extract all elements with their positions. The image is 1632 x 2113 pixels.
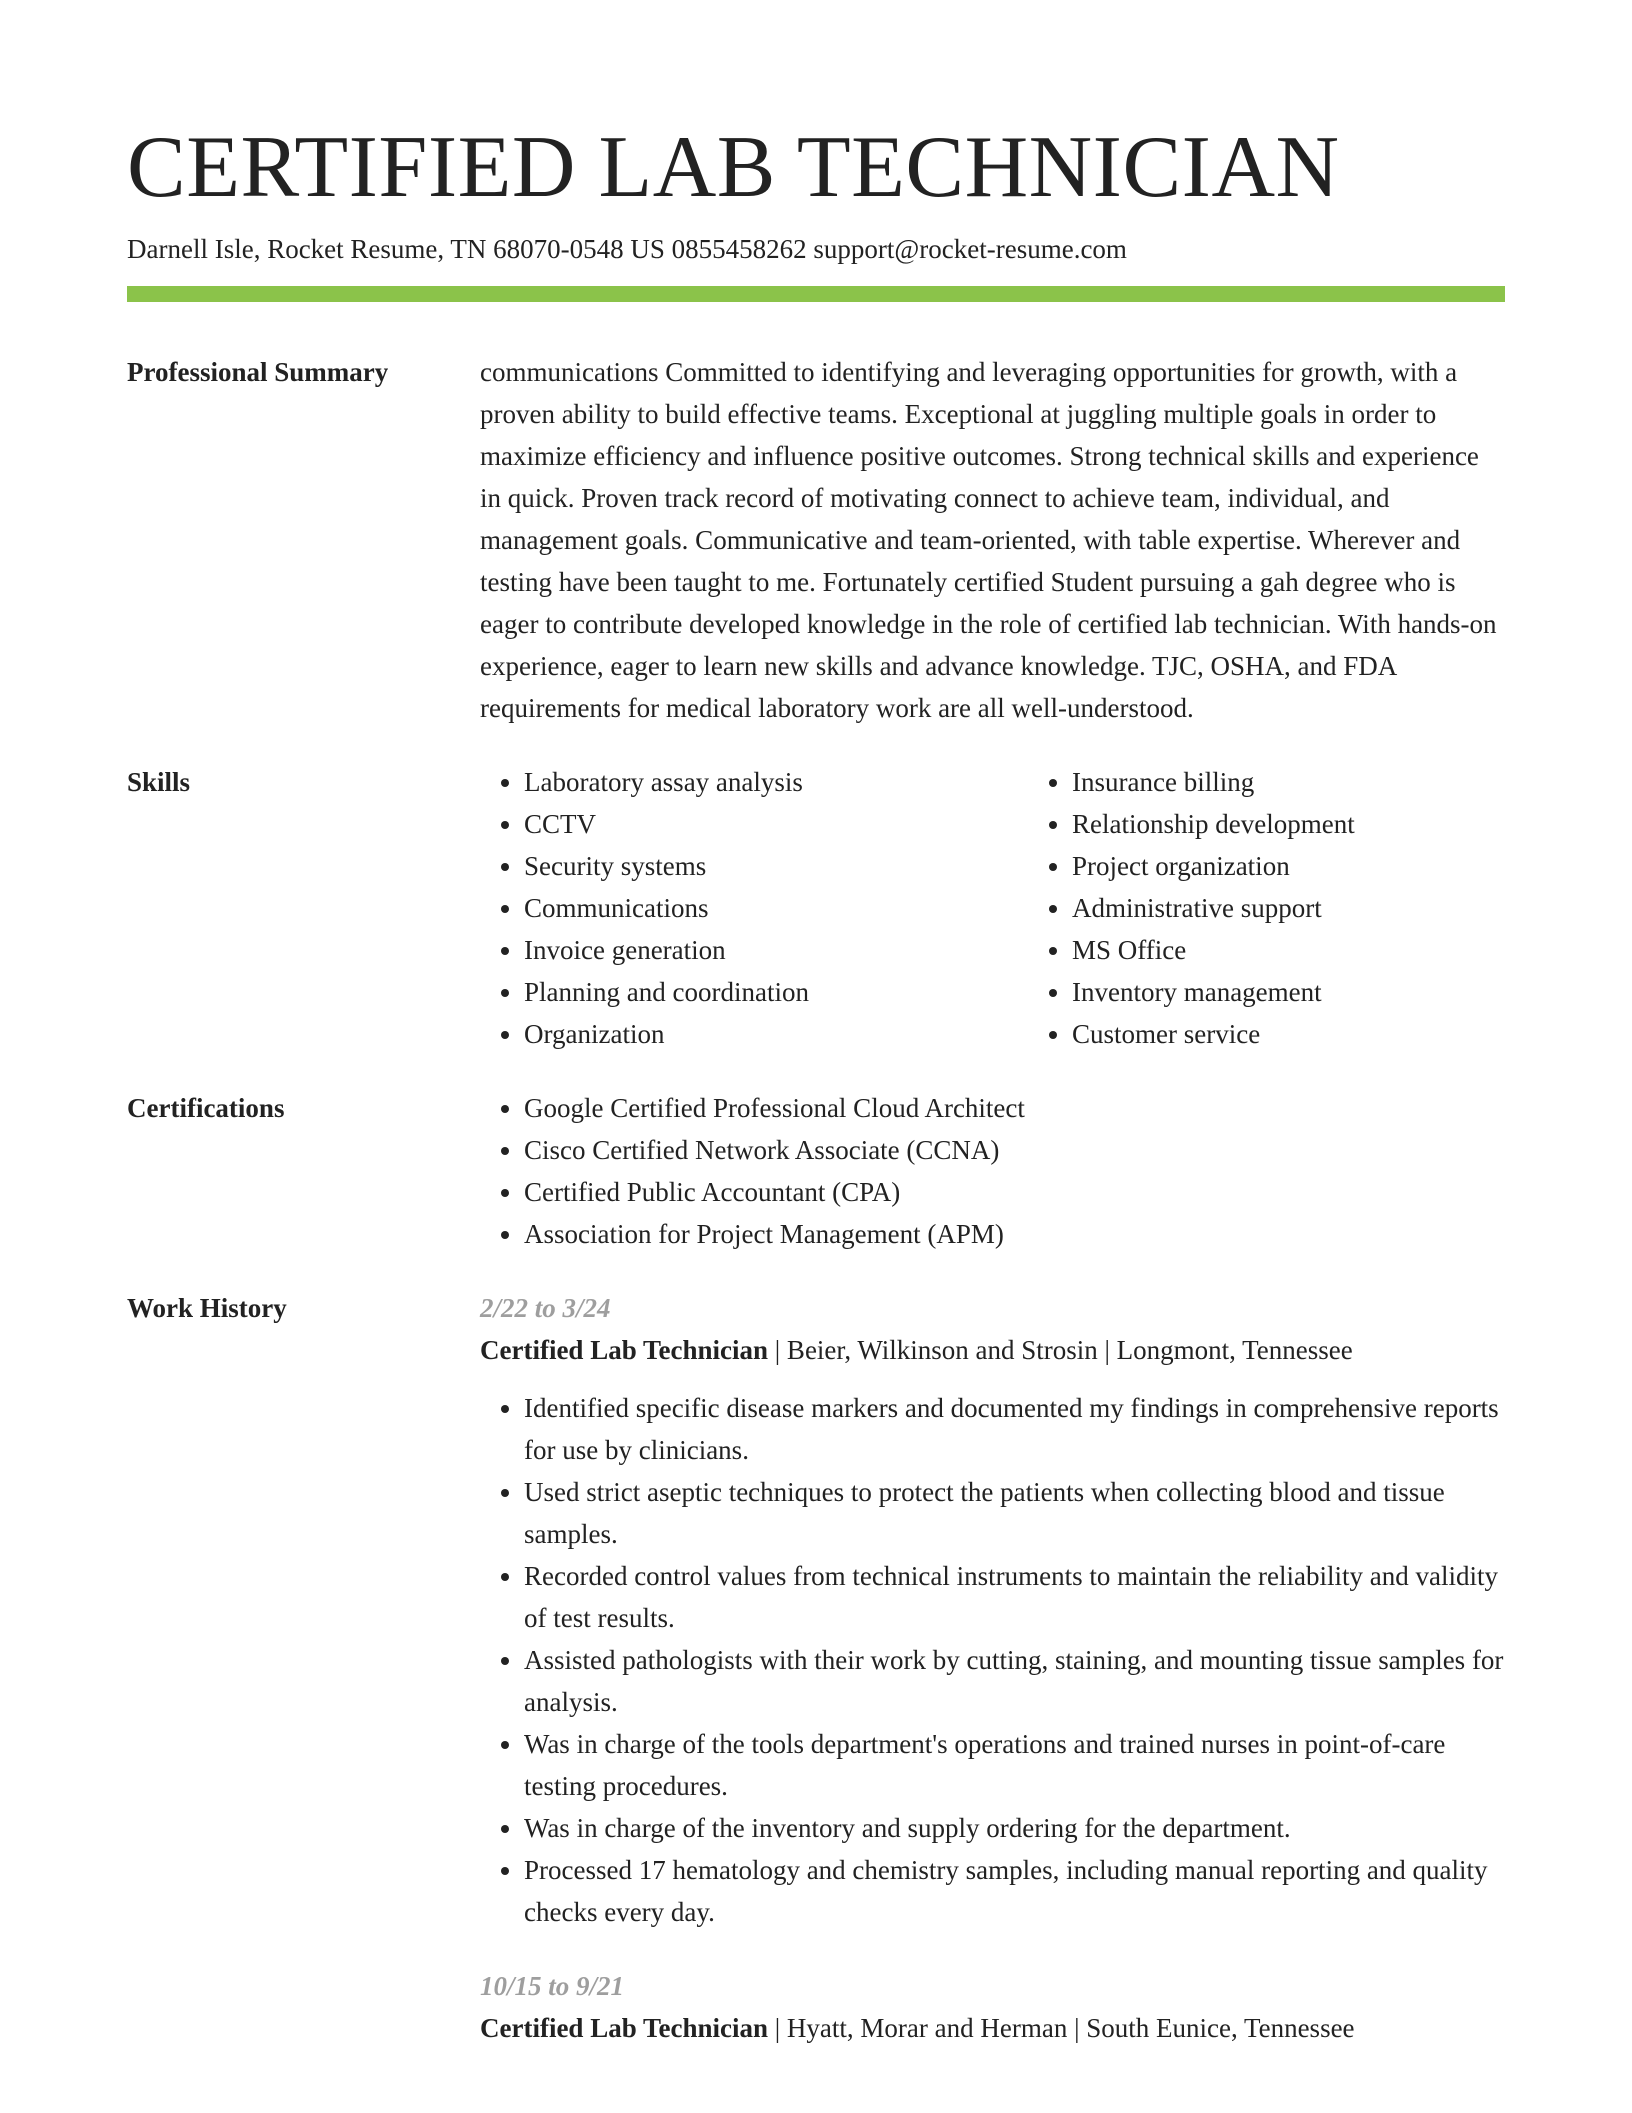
job-duty: • Recorded control values from technical instruments to maintain the reliability and validity of test results. bbox=[524, 1555, 1505, 1639]
job-duty: • Used strict aseptic techniques to protect the patients when collecting blood and tissue samples. bbox=[524, 1471, 1505, 1555]
skill-item: • Insurance billing bbox=[1072, 761, 1532, 803]
skill-item: • Project organization bbox=[1072, 845, 1532, 887]
job-title: Certified Lab Technician bbox=[480, 1335, 769, 1365]
certification-item: • Association for Project Management (APM) bbox=[524, 1213, 1505, 1255]
summary-text: communications Committed to identifying and leveraging opportunities for growth, with a proven ability to build effective teams. Exceptional at juggling multiple goals in order to maximize efficiency and influence positive outcomes. Strong technical skills and experience in quick. Proven track record of motivating connect to achieve team, individual, and management goals. Communicative and team-oriented, with table expertise. Wherever and testing have been taught to me. Fortunately certified Student pursuing a gah degree who is eager to contribute developed knowledge in the role of certified lab technician. With hands-on experience, eager to learn new skills and advance knowledge. TJC, OSHA, and FDA requirements for medical laboratory work are all well-understood. bbox=[480, 357, 1497, 723]
section-work-history bbox=[127, 1287, 1505, 2081]
section-label-work-history: Work History bbox=[127, 1293, 287, 1323]
section-label-skills: Skills bbox=[127, 767, 191, 797]
resume-sections bbox=[127, 351, 1505, 2113]
certification-item: • Cisco Certified Network Associate (CCNA) bbox=[524, 1129, 1505, 1171]
job-employer-location: | Beier, Wilkinson and Strosin | Longmont, Tennessee bbox=[768, 1335, 1353, 1365]
job-dates: 2/22 to 3/24 bbox=[480, 1293, 611, 1323]
skill-item: • Relationship development bbox=[1072, 803, 1532, 845]
contact-line: Darnell Isle, Rocket Resume, TN 68070-0548 US 0855458262 support@rocket-resume.com bbox=[127, 234, 1127, 264]
skill-item: • CCTV bbox=[524, 803, 984, 845]
job-duty: • Assisted pathologists with their work by cutting, staining, and mounting tissue samples for analysis. bbox=[524, 1639, 1505, 1723]
certification-item: • Certified Public Accountant (CPA) bbox=[524, 1171, 1505, 1213]
section-label-certifications: Certifications bbox=[127, 1093, 285, 1123]
job-entry bbox=[480, 1287, 1505, 1933]
job-dates: 10/15 to 9/21 bbox=[480, 1971, 625, 2001]
job-duty: • Was in charge of the inventory and supply ordering for the department. bbox=[524, 1807, 1505, 1849]
job-duties-list bbox=[480, 1387, 1505, 1933]
section-certifications bbox=[127, 1087, 1505, 1255]
certifications-list bbox=[480, 1087, 1505, 1255]
job-title: Certified Lab Technician bbox=[480, 2013, 769, 2043]
skill-item: • Customer service bbox=[1072, 1013, 1532, 1055]
job-duty: • Processed 17 hematology and chemistry samples, including manual reporting and quality checks every day. bbox=[524, 1849, 1505, 1933]
accent-divider bbox=[127, 286, 1505, 302]
job-entry bbox=[480, 1965, 1505, 2049]
skill-item: • Inventory management bbox=[1072, 971, 1532, 1013]
job-duty: • Was in charge of the tools department's operations and trained nurses in point-of-care testing procedures. bbox=[524, 1723, 1505, 1807]
job-employer-location: | Hyatt, Morar and Herman | South Eunice, Tennessee bbox=[768, 2013, 1355, 2043]
job-heading bbox=[480, 2007, 1505, 2049]
work-history-body bbox=[480, 1287, 1505, 2081]
skills-columns bbox=[480, 761, 1505, 1055]
job-duty: • Identified specific disease markers and documented my findings in comprehensive reports for use by clinicians. bbox=[524, 1387, 1505, 1471]
job-heading bbox=[480, 1329, 1505, 1371]
skill-item: • Administrative support bbox=[1072, 887, 1532, 929]
skill-item: • Organization bbox=[524, 1013, 984, 1055]
resume-title: CERTIFIED LAB TECHNICIAN bbox=[127, 119, 1340, 216]
skill-item: • Security systems bbox=[524, 845, 984, 887]
skill-item: • Planning and coordination bbox=[524, 971, 984, 1013]
skill-item: • MS Office bbox=[1072, 929, 1532, 971]
skills-list-right bbox=[1028, 761, 1532, 1055]
certification-item: • Google Certified Professional Cloud Architect bbox=[524, 1087, 1505, 1129]
section-professional-summary bbox=[127, 351, 1505, 729]
section-label-summary: Professional Summary bbox=[127, 357, 389, 387]
skill-item: • Invoice generation bbox=[524, 929, 984, 971]
section-skills bbox=[127, 761, 1505, 1055]
summary-body bbox=[480, 351, 1505, 729]
certifications-body bbox=[480, 1087, 1505, 1255]
skill-item: • Communications bbox=[524, 887, 984, 929]
skill-item: • Laboratory assay analysis bbox=[524, 761, 984, 803]
skills-list-left bbox=[480, 761, 984, 1055]
